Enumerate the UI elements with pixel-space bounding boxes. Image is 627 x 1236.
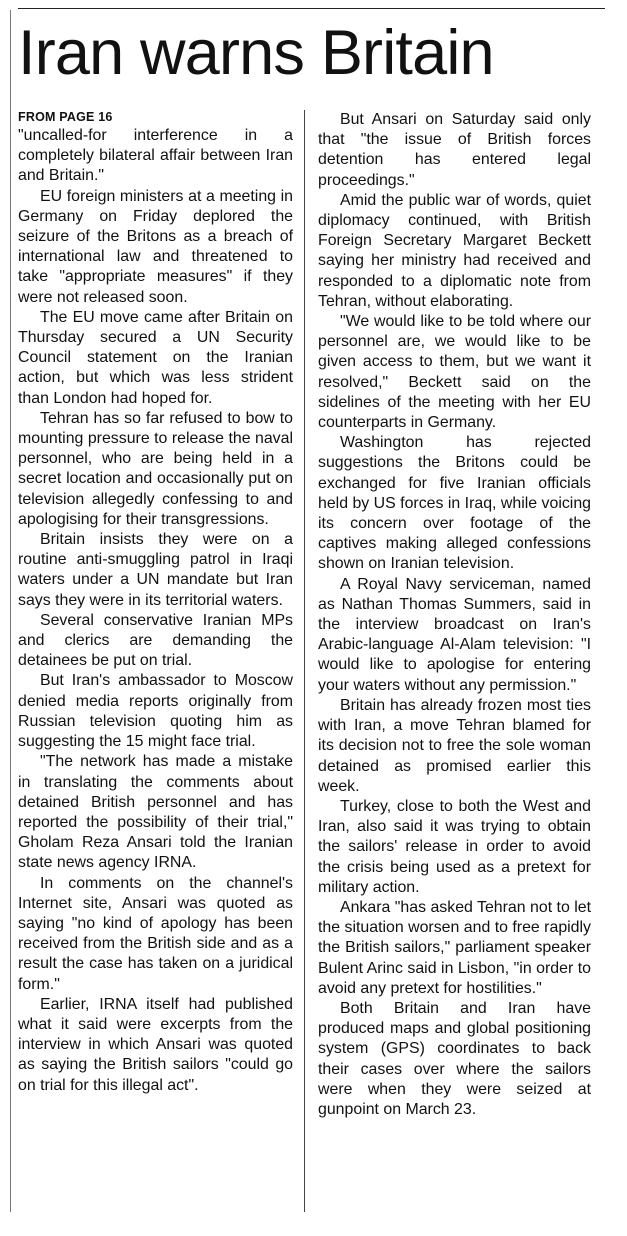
paragraph: Ankara "has asked Tehran not to let the situation worsen and to free rapidly the British sailors," parliament speaker Bulent Arinc said in Lisbon, "in order to avoid any pretext for hostilities." bbox=[318, 898, 591, 997]
paragraph: But Ansari on Saturday said only that "the issue of British forces detention has entered legal proceedings." bbox=[318, 111, 591, 189]
paragraph: Both Britain and Iran have produced maps and global positioning system (GPS) coordinates to back their cases over where the sailors were when they were seized at gunpoint on March 23. bbox=[318, 999, 591, 1118]
paragraph: Several conservative Iranian MPs and clerics are demanding the detainees be put on trial. bbox=[18, 611, 293, 670]
paragraph: Britain has already frozen most ties with Iran, a move Tehran blamed for its decision not to free the sole woman detained as promised earlier this week. bbox=[318, 696, 591, 795]
article-column-right bbox=[318, 110, 591, 1120]
top-rule bbox=[18, 8, 605, 9]
paragraph: Turkey, close to both the West and Iran, also said it was trying to obtain the sailors' release in order to avoid the crisis being used as a pretext for military action. bbox=[318, 797, 591, 896]
paragraph: Earlier, IRNA itself had published what it said were excerpts from the interview in which Ansari was quoted as saying the British sailors "could go on trial for this illegal act". bbox=[18, 995, 293, 1094]
paragraph: "We would like to be told where our personnel are, we would like to be given access to them, but we want it resolved," Beckett said on the sidelines of the meeting with her EU counterparts in Germany. bbox=[318, 313, 591, 432]
column-divider bbox=[304, 110, 305, 1212]
paragraph: In comments on the channel's Internet site, Ansari was quoted as saying "no kind of apology has been received from the British side and as a result the case has taken on a juridical form." bbox=[18, 874, 293, 993]
article-column-left bbox=[18, 110, 293, 1096]
paragraph: The EU move came after Britain on Thursday secured a UN Security Council statement on the Iranian action, but which was less strident than London had hoped for. bbox=[18, 308, 293, 407]
page-edge-rule bbox=[10, 10, 11, 1212]
paragraph: "The network has made a mistake in translating the comments about detained British personnel and has reported the possibility of their trial," Gholam Reza Ansari told the Iranian state news agency IRNA. bbox=[18, 753, 293, 872]
paragraph: Amid the public war of words, quiet diplomacy continued, with British Foreign Secretary Margaret Beckett saying her ministry had received and responded to a diplomatic note from Tehran, without elaborating. bbox=[318, 191, 591, 310]
paragraph: Washington has rejected suggestions the Britons could be exchanged for five Iranian officials held by US forces in Iraq, while voicing its concern over footage of the captives making alleged confessions shown on Iranian television. bbox=[318, 434, 591, 573]
paragraph: "uncalled-for interference in a completely bilateral affair between Iran and Britain." bbox=[18, 127, 293, 185]
paragraph: But Iran's ambassador to Moscow denied media reports originally from Russian television quoting him as suggesting the 15 might face trial. bbox=[18, 672, 293, 751]
continued-from-label: FROM PAGE 16 bbox=[18, 110, 113, 124]
paragraph: Britain insists they were on a routine anti-smuggling patrol in Iraqi waters under a UN mandate but Iran says they were in its territorial waters. bbox=[18, 531, 293, 609]
paragraph: Tehran has so far refused to bow to mounting pressure to release the naval personnel, who are being held in a secret location and occasionally put on television allegedly confessing to and apologising for their transgressions. bbox=[18, 409, 293, 528]
headline: Iran warns Britain bbox=[18, 18, 494, 88]
paragraph: EU foreign ministers at a meeting in Germany on Friday deplored the seizure of the Britons as a breach of international law and threatened to take "appropriate measures" if they were not released soon. bbox=[18, 187, 293, 306]
paragraph: A Royal Navy serviceman, named as Nathan Thomas Summers, said in the interview broadcast on Iran's Arabic-language Al-Alam television: "I would like to apologise for entering your waters without any permission." bbox=[318, 575, 591, 694]
